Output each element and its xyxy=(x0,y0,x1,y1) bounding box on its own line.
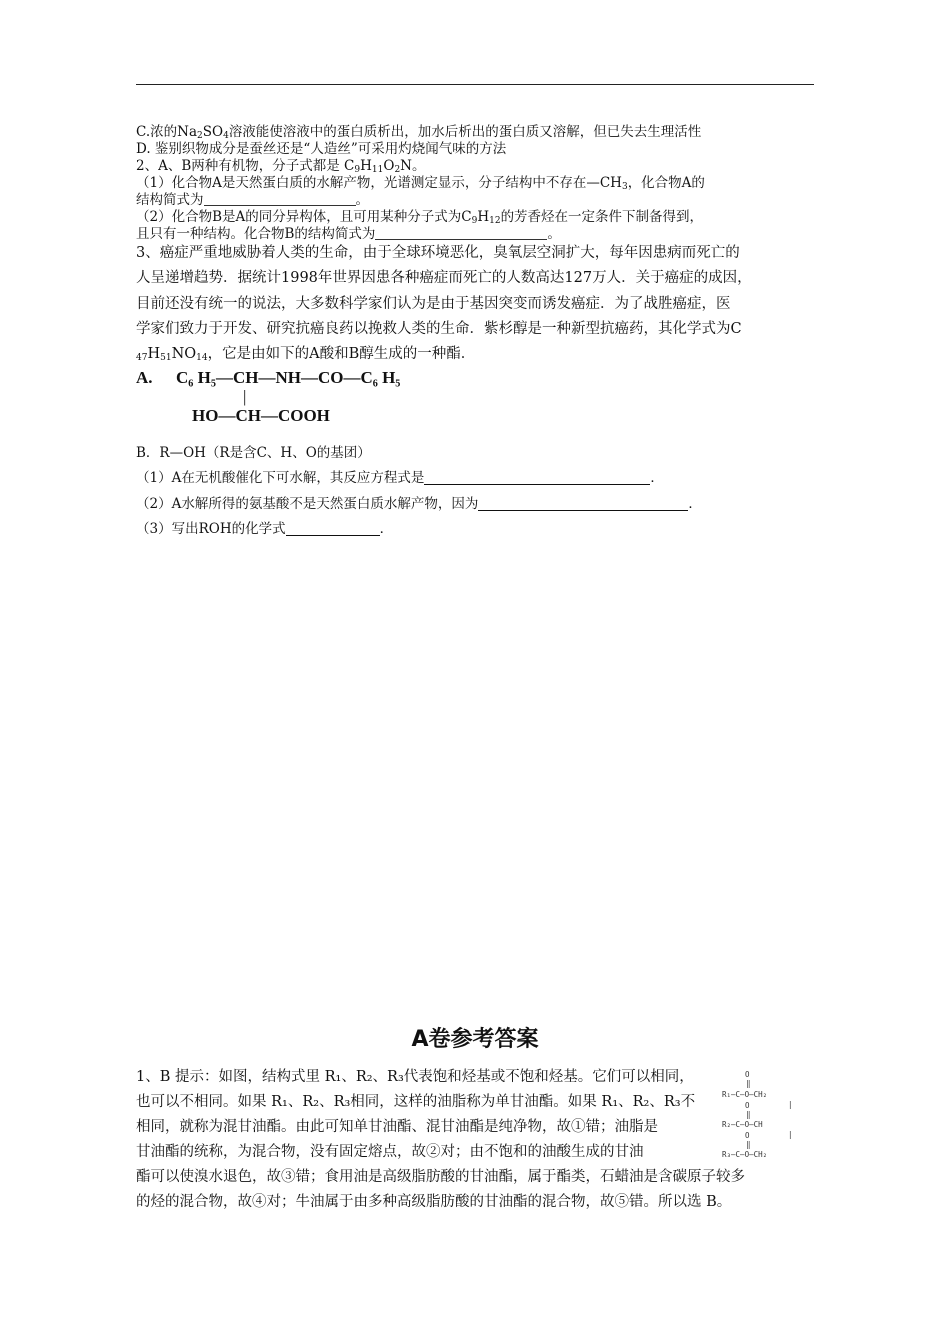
carbonyl-o: O xyxy=(745,1070,750,1079)
option-c: C.浓的$Na_2SO_4$溶液能使溶液中的蛋白质析出，加水后析出的蛋白质又溶解，但已失去生理活性 xyxy=(136,124,702,141)
glyceride-structure-figure xyxy=(722,1070,812,1162)
double-bond: ‖ xyxy=(746,1140,751,1149)
q3-sub3: （3）写出ROH的化学式 ． xyxy=(136,521,394,537)
formula-bottom-row: HO—CH—COOH xyxy=(192,406,330,425)
carbonyl-o: O xyxy=(745,1131,750,1140)
chain-bond: | xyxy=(788,1100,793,1109)
answer-blank[interactable] xyxy=(478,496,688,511)
bond-line: | xyxy=(243,387,247,406)
answer-line: 的烃的混合物，故④对；牛油属于由多种高级脂肪酸的甘油酯的混合物，故⑤错。所以选 B。 xyxy=(136,1194,732,1210)
glyceride-row: R₁—C—O—CH₂ xyxy=(722,1090,768,1099)
glyceride-row: R₃—C—O—CH₂ xyxy=(722,1150,768,1159)
answer-blank[interactable] xyxy=(424,470,650,485)
q3-line3: 目前还没有统一的说法，大多数科学家们认为是由于基因突变而诱发癌症．为了战胜癌症，医 xyxy=(136,296,731,312)
answer-blank[interactable] xyxy=(375,226,547,240)
answer-blank[interactable] xyxy=(204,192,356,206)
answer-line: 1、B 提示：如图，结构式里 R₁、R₂、R₃代表饱和烃基或不饱和烃基。它们可以相同， xyxy=(136,1069,694,1085)
formula-top-row: C₆ H₅—CH—NH—CO—C₆ H₅ xyxy=(176,368,401,387)
q3-sub1: （1）A在无机酸催化下可水解，其反应方程式是 ． xyxy=(136,470,664,486)
q3-sub2: （2）A水解所得的氨基酸不是天然蛋白质水解产物，因为 ． xyxy=(136,496,702,512)
q3-line2: 人呈递增趋势．据统计1998年世界因患各种癌症而死亡的人数高达127万人．关于癌症的成因， xyxy=(136,270,752,286)
q3-line4: 学家们致力于开发、研究抗癌良药以挽救人类的生命．紫杉醇是一种新型抗癌药，其化学式为C xyxy=(136,321,742,337)
double-bond: ‖ xyxy=(746,1079,751,1088)
answer-line: 酯可以使溴水退色，故③错；食用油是高级脂肪酸的甘油酯，属于酯类，石蜡油是含碳原子较多 xyxy=(136,1169,745,1185)
q2-stem: 2、A、B两种有机物，分子式都是 $C_9H_{11}O_2N$。 xyxy=(136,158,426,175)
q2-part2-line2: 且只有一种结构。化合物B的结构简式为 。 xyxy=(136,226,561,242)
double-bond: ‖ xyxy=(746,1110,751,1119)
q2-part1-line1: （1）化合物A是天然蛋白质的水解产物，光谱测定显示，分子结构中不存在$—CH_3$，化合物A的 xyxy=(136,175,705,192)
answer-line: 也可以不相同。如果 R₁、R₂、R₃相同，这样的油脂称为单甘油酯。如果 R₁、R₂、R₃不 xyxy=(136,1094,696,1110)
acid-a-structure xyxy=(136,368,401,426)
glyceride-row: R₂—C—O—CH xyxy=(722,1120,763,1129)
header-rule xyxy=(136,84,814,85)
chain-bond: | xyxy=(788,1130,793,1139)
answer-line: 相同，就称为混甘油酯。由此可知单甘油酯、混甘油酯是纯净物，故①错；油脂是 xyxy=(136,1119,658,1135)
q2-part1-line2: 结构简式为 。 xyxy=(136,192,369,208)
b-alcohol-line: B．R—OH（R是含C、H、O的基团） xyxy=(136,445,371,461)
answers-heading: A卷参考答案 xyxy=(411,1027,539,1052)
formula-label: A. xyxy=(136,368,153,387)
answer-blank[interactable] xyxy=(286,521,380,536)
q2-part2-line1: （2）化合物B是A的同分异构体，且可用某种分子式为$C_9H_{12}$的芳香烃在一定条件下制备得到， xyxy=(136,209,704,226)
q3-line5: $_{47}H_{51}NO_{14}$，它是由如下的A酸和B醇生成的一种酯． xyxy=(136,346,476,363)
option-d: D. 鉴别织物成分是蚕丝还是“人造丝”可采用灼烧闻气味的方法 xyxy=(136,141,507,157)
q3-line1: 3、癌症严重地威胁着人类的生命，由于全球环境恶化，臭氧层空洞扩大，每年因患病而死亡的 xyxy=(136,245,740,261)
answer-line: 甘油酯的统称，为混合物，没有固定熔点，故②对；由不饱和的油酸生成的甘油 xyxy=(136,1144,644,1160)
carbonyl-o: O xyxy=(745,1101,750,1110)
